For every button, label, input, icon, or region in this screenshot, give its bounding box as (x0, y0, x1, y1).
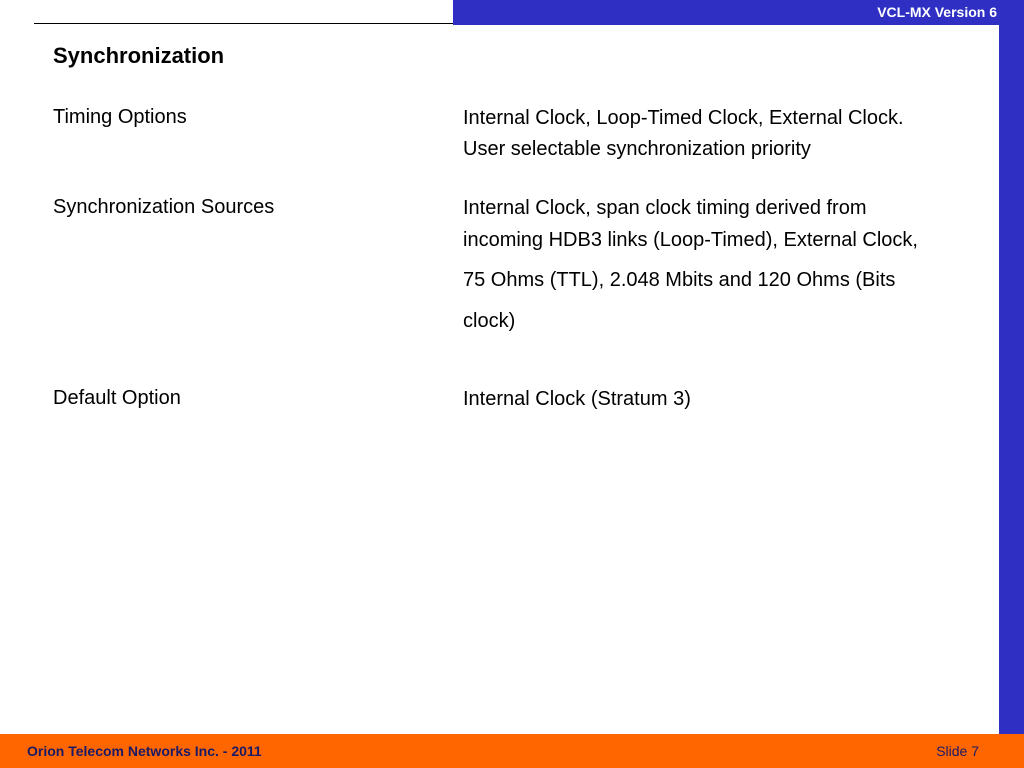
spec-value-timing-options (463, 106, 993, 168)
spec-value-line: Internal Clock (Stratum 3) (463, 388, 691, 410)
spec-label-synchronization-sources: Synchronization Sources (53, 196, 275, 218)
spec-value-line: clock) (463, 310, 516, 332)
spec-value-line: Internal Clock, span clock timing derived from (463, 197, 867, 219)
spec-value-line: Internal Clock, Loop-Timed Clock, External Clock. (463, 107, 904, 129)
footer-slide-number: Slide 7 (936, 743, 979, 759)
header-divider-line (34, 23, 454, 24)
version-label: VCL-MX Version 6 (877, 4, 997, 20)
spec-value-line: 75 Ohms (TTL), 2.048 Mbits and 120 Ohms (Bits (463, 269, 896, 291)
spec-label-timing-options: Timing Options (53, 106, 187, 128)
version-banner (453, 0, 999, 25)
right-side-bar (999, 0, 1024, 734)
spec-value-synchronization-sources (463, 196, 993, 342)
slide-title: Synchronization (53, 43, 225, 68)
spec-value-line: incoming HDB3 links (Loop-Timed), External Clock, (463, 229, 918, 251)
spec-label-default-option: Default Option (53, 387, 181, 409)
footer-company-name: Orion Telecom Networks Inc. - 2011 (27, 743, 262, 759)
footer-bar (0, 734, 1024, 768)
spec-value-line: User selectable synchronization priority (463, 138, 811, 160)
spec-value-default-option (463, 387, 993, 418)
